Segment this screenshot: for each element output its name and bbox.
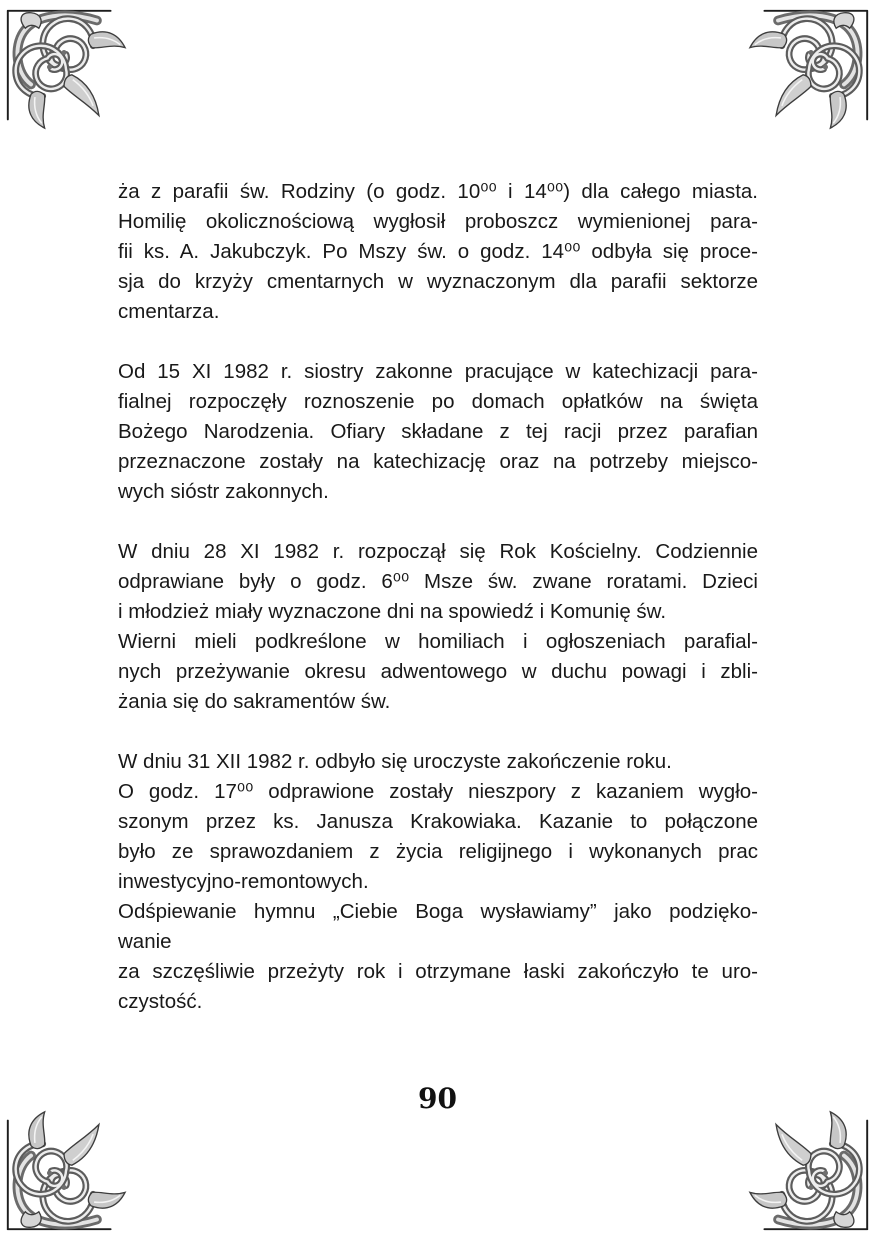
- text-line: Wierni mieli podkreślone w homiliach i ogłoszeniach parafial-: [118, 630, 758, 653]
- text-line: odprawiane były o godz. 6⁰⁰ Msze św. zwane roratami. Dzieci: [118, 570, 758, 593]
- page-number: 90: [418, 1082, 457, 1115]
- text-line: sja do krzyży cmentarnych w wyznaczonym dla parafii sektorze: [118, 270, 758, 293]
- paragraph-4: [118, 747, 758, 1017]
- text-line: cmentarza.: [118, 300, 220, 323]
- paragraph-1: [118, 177, 758, 327]
- text-block: [118, 177, 758, 1047]
- text-line: inwestycyjno-remontowych.: [118, 870, 369, 893]
- text-line: Odśpiewanie hymnu „Ciebie Boga wysławiamy” jako podzięko-: [118, 900, 758, 923]
- text-line: i młodzież miały wyznaczone dni na spowiedź i Komunię św.: [118, 600, 667, 623]
- text-line: nych przeżywanie okresu adwentowego w duchu powagi i zbli-: [118, 660, 758, 683]
- text-line: było ze sprawozdaniem z życia religijnego i wykonanych prac: [118, 840, 758, 863]
- corner-flourish-bottom-left-ornament: [2, 1106, 128, 1238]
- text-line: czystość.: [118, 990, 203, 1013]
- text-line: fii ks. A. Jakubczyk. Po Mszy św. o godz. 14⁰⁰ odbyła się proce-: [118, 240, 758, 263]
- text-line: wanie: [118, 930, 172, 953]
- text-line: żania się do sakramentów św.: [118, 690, 391, 713]
- text-line: W dniu 28 XI 1982 r. rozpoczął się Rok Kościelny. Codziennie: [118, 540, 758, 563]
- text-line: O godz. 17⁰⁰ odprawione zostały nieszpory z kazaniem wygło-: [118, 780, 758, 803]
- paragraph-3: [118, 537, 758, 717]
- text-line: wych sióstr zakonnych.: [118, 480, 329, 503]
- paragraph-2: [118, 357, 758, 507]
- text-line: fialnej rozpoczęły roznoszenie po domach opłatków na święta: [118, 390, 758, 413]
- corner-flourish-bottom-right-ornament: [747, 1106, 873, 1238]
- text-line: szonym przez ks. Janusza Krakowiaka. Kazanie to połączone: [118, 810, 758, 833]
- text-line: W dniu 31 XII 1982 r. odbyło się uroczyste zakończenie roku.: [118, 750, 672, 773]
- text-line: Bożego Narodzenia. Ofiary składane z tej racji przez parafian: [118, 420, 758, 443]
- text-line: ża z parafii św. Rodziny (o godz. 10⁰⁰ i 14⁰⁰) dla całego miasta.: [118, 180, 758, 203]
- text-line: Homilię okolicznościową wygłosił proboszcz wymienionej para-: [118, 210, 758, 233]
- corner-flourish-top-left-ornament: [2, 2, 128, 134]
- text-line: za szczęśliwie przeżyty rok i otrzymane łaski zakończyło te uro-: [118, 960, 758, 983]
- text-line: Od 15 XI 1982 r. siostry zakonne pracujące w katechizacji para-: [118, 360, 758, 383]
- corner-flourish-top-right-ornament: [747, 2, 873, 134]
- text-line: przeznaczone zostały na katechizację oraz na potrzeby miejsco-: [118, 450, 758, 473]
